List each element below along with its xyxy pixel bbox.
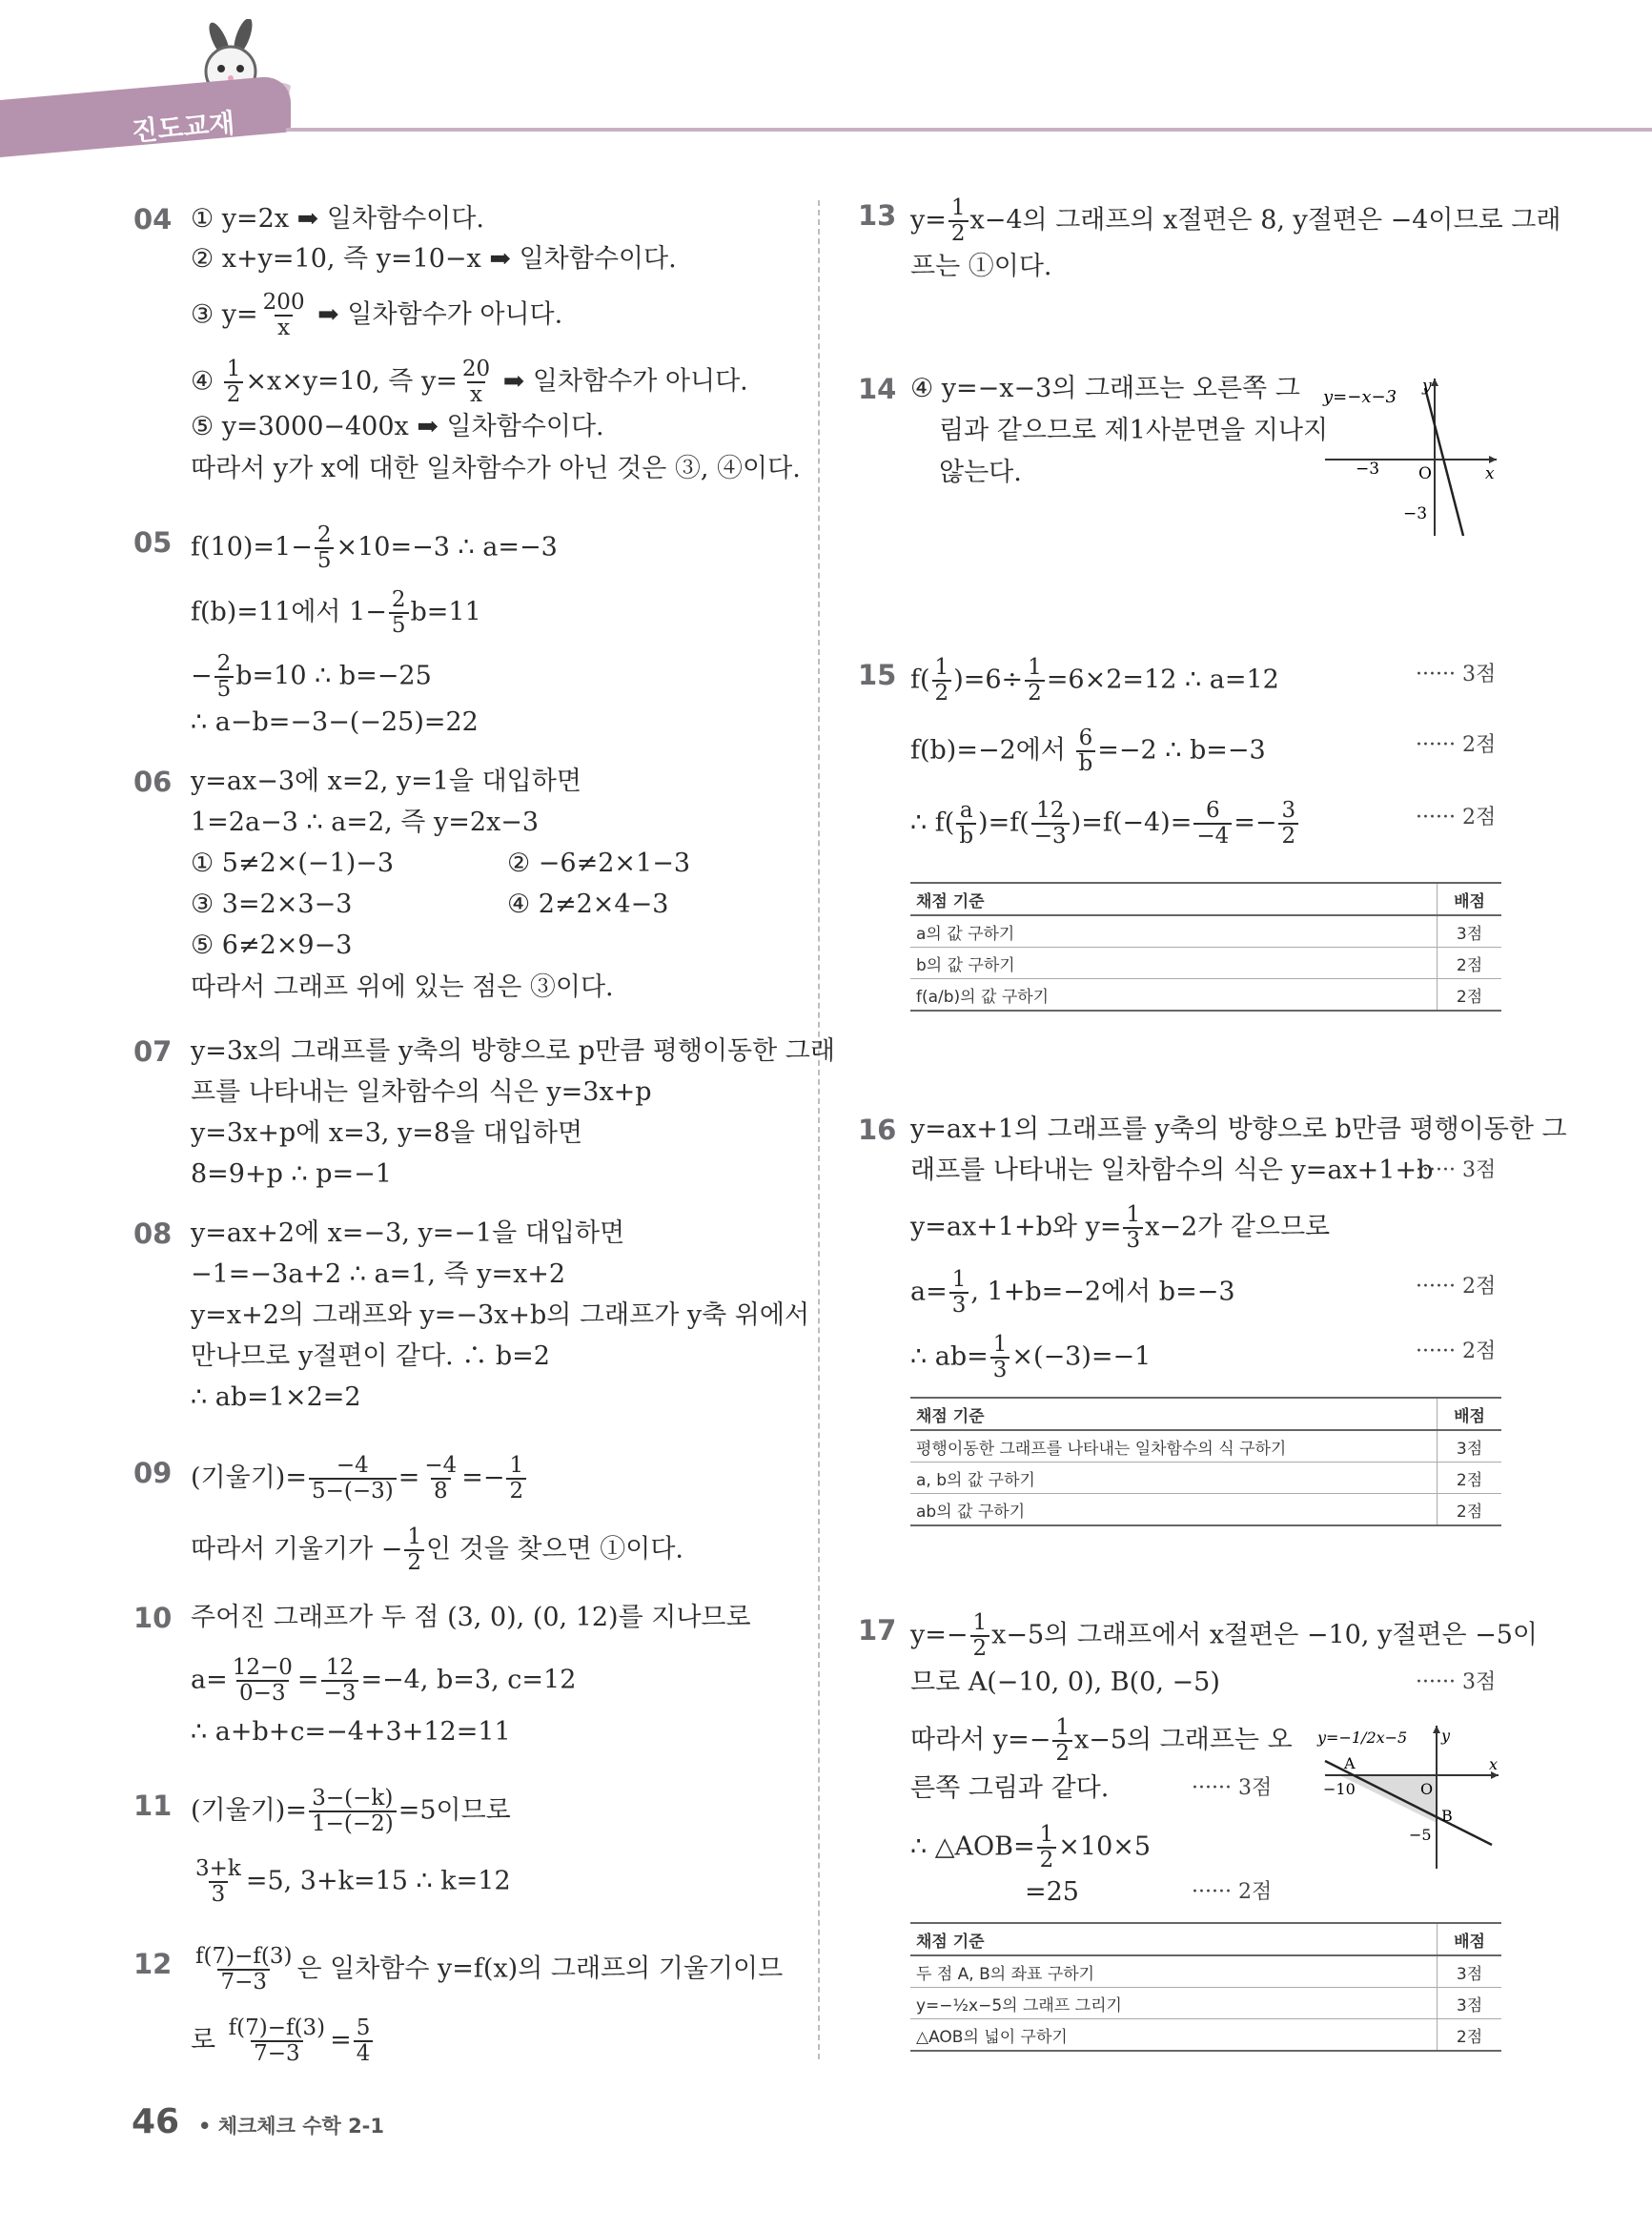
q10-line-1: 주어진 그래프가 두 점 (3, 0), (0, 12)를 지나므로: [191, 1603, 751, 1632]
fraction: $\frac{12}{-3}$: [321, 1656, 359, 1706]
q13-line-1: y= $\frac{1}{2}$ x−4의 그래프의 x절편은 8, y절편은 −4이므로 그래: [910, 195, 1561, 246]
table-row: ab의 값 구하기 2점: [910, 1494, 1501, 1526]
point-b-label: B: [1441, 1807, 1453, 1825]
score-label: ······ 2점: [1416, 1275, 1497, 1299]
fraction: $\frac{3+k}{3}$: [195, 1856, 241, 1907]
question-number: 13: [858, 199, 897, 232]
fraction: $\frac{1}{2}$: [1052, 1716, 1072, 1766]
q12-line-2: 로 $\frac{f(7)-f(3)}{7-3}$ = $\frac{5}{4}$: [191, 2016, 375, 2055]
q06-choice-5: ⑤ 6≠2×9−3: [191, 931, 353, 960]
score-label: ······ 3점: [1416, 1670, 1497, 1694]
table-header-row: [910, 1398, 1501, 1430]
q16-line-5: ∴ ab= $\frac{1}{3}$ ×(−3)=−1: [910, 1332, 1152, 1382]
fraction: $\frac{12-0}{0-3}$: [232, 1655, 293, 1706]
question-number: 17: [858, 1614, 897, 1647]
graph-line: [1425, 388, 1463, 536]
table-header-points: 배점: [1438, 883, 1502, 915]
q08-line-4: 만나므로 y절편이 같다. ∴ b=2: [191, 1341, 550, 1371]
header-divider: [286, 128, 1652, 132]
fraction: $\frac{1}{2}$: [932, 656, 952, 706]
fraction: $\frac{1}{3}$: [949, 1268, 969, 1318]
question-number: 11: [133, 1790, 173, 1822]
q17-line-5: ∴ △AOB= $\frac{1}{2}$ ×10×5: [910, 1822, 1152, 1872]
fraction: $\frac{200}{x}$: [262, 290, 305, 340]
q04-line-3: ③ y= $\frac{200}{x}$ ➡ 일차함수가 아니다.: [191, 290, 563, 340]
fraction: $\frac{2}{5}$: [214, 652, 235, 702]
table-header-row: [910, 1923, 1501, 1955]
q17-line-3: 따라서 y=− $\frac{1}{2}$ x−5의 그래프는 오: [910, 1715, 1293, 1766]
q10-line-2: a= $\frac{12-0}{0-3}$ = $\frac{12}{-3}$ =−4, b=3, c=12: [191, 1655, 577, 1706]
y-axis-label: y: [1422, 377, 1432, 396]
origin-label: O: [1420, 1780, 1434, 1798]
table-row: b의 값 구하기 2점: [910, 948, 1501, 979]
fraction: $\frac{1}{2}$: [1025, 656, 1045, 706]
q06-line-1: y=ax−3에 x=2, y=1을 대입하면: [191, 767, 581, 796]
score-label: ······ 2점: [1416, 806, 1497, 829]
q04-line-5: ⑤ y=3000−400x ➡ 일차함수이다.: [191, 412, 604, 441]
fraction: $\frac{1}{2}$: [970, 1611, 990, 1661]
q11-line-1: (기울기)= $\frac{3-(-k)}{1-(-2)}$ =5이므로: [191, 1786, 511, 1836]
q15-line-2: f(b)=−2에서 $\frac{6}{b}$ =−2 ∴ b=−3: [910, 726, 1266, 776]
score-label: ······ 3점: [1416, 1158, 1497, 1182]
fraction: $\frac{1}{2}$: [404, 1525, 424, 1575]
fraction: $\frac{1}{2}$: [506, 1454, 526, 1504]
q14-line-3: 않는다.: [939, 458, 1022, 487]
fraction: $\frac{1}{3}$: [990, 1333, 1010, 1382]
q04-line-6: 따라서 y가 x에 대한 일차함수가 아닌 것은 ③, ④이다.: [191, 454, 801, 483]
fraction: $\frac{1}{2}$: [224, 358, 244, 407]
table-row: △AOB의 넓이 구하기 2점: [910, 2019, 1501, 2052]
question-number: 05: [133, 526, 173, 559]
q10-line-3: ∴ a+b+c=−4+3+12=11: [191, 1717, 511, 1747]
page-header: [0, 0, 1652, 162]
fraction: $\frac{1}{3}$: [1123, 1203, 1143, 1253]
table-row: f(a/b)의 값 구하기 2점: [910, 979, 1501, 1012]
q05-line-2: f(b)=11에서 1− $\frac{2}{5}$ b=11: [191, 587, 481, 638]
q14-line-2: 림과 같으므로 제1사분면을 지나지: [939, 416, 1329, 445]
score-label: ······ 2점: [1192, 1880, 1273, 1904]
fraction: $\frac{-4}{8}$: [424, 1453, 458, 1504]
score-label: ······ 3점: [1192, 1776, 1273, 1800]
question-number: 06: [133, 766, 173, 798]
question-number: 07: [133, 1035, 173, 1068]
q16-grading-table: [910, 1397, 1501, 1526]
q15-line-1: f( $\frac{1}{2}$ )=6÷ $\frac{1}{2}$ =6×2=12 ∴ a=12: [910, 655, 1279, 706]
q06-choice-3: ③ 3=2×3−3: [191, 890, 353, 919]
q08-line-1: y=ax+2에 x=−3, y=−1을 대입하면: [191, 1218, 625, 1248]
table-header-criteria: 채점 기준: [910, 1398, 1438, 1430]
fraction: $\frac{1}{2}$: [1037, 1823, 1057, 1872]
q17-line-2: 므로 A(−10, 0), B(0, −5): [910, 1667, 1220, 1697]
q16-line-2: 래프를 나타내는 일차함수의 식은 y=ax+1+b: [910, 1156, 1434, 1185]
q11-line-2: $\frac{3+k}{3}$ =5, 3+k=15 ∴ k=12: [191, 1857, 511, 1895]
header-tab-label: 진도교재: [130, 107, 236, 148]
x-axis-arrow: [1489, 456, 1497, 463]
fraction: $\frac{3}{2}$: [1278, 799, 1298, 849]
score-label: ······ 3점: [1416, 663, 1497, 686]
q05-line-4: ∴ a−b=−3−(−25)=22: [191, 707, 479, 737]
q04-line-1: ① y=2x ➡ 일차함수이다.: [191, 204, 484, 234]
q17-line-1: y=− $\frac{1}{2}$ x−5의 그래프에서 x절편은 −10, y절편은 −5이: [910, 1610, 1538, 1661]
y-axis-arrow: [1433, 1726, 1440, 1733]
table-row: 두 점 A, B의 좌표 구하기 3점: [910, 1955, 1501, 1988]
q14-graph: [1315, 374, 1506, 545]
question-number: 15: [858, 659, 897, 691]
origin-label: O: [1418, 464, 1432, 483]
column-divider: [818, 200, 820, 2059]
y-intercept-label: −3: [1403, 504, 1428, 523]
q17-line-4: 른쪽 그림과 같다.: [910, 1773, 1110, 1803]
q08-line-5: ∴ ab=1×2=2: [191, 1382, 361, 1412]
q05-line-1: f(10)=1− $\frac{2}{5}$ ×10=−3 ∴ a=−3: [191, 522, 558, 573]
table-header-criteria: 채점 기준: [910, 883, 1438, 915]
q15-line-3: ∴ f( $\frac{a}{b}$ )=f( $\frac{12}{-3}$ )=f(−4)= $\frac{6}{-4}$ =− $\frac{3}{2}$: [910, 799, 1300, 837]
q14-line-1: ④ y=−x−3의 그래프는 오른쪽 그: [910, 374, 1300, 403]
question-number: 10: [133, 1602, 173, 1634]
table-header-row: [910, 883, 1501, 915]
q08-line-3: y=x+2의 그래프와 y=−3x+b의 그래프가 y축 위에서: [191, 1300, 810, 1330]
point-a-label: A: [1344, 1754, 1356, 1772]
score-label: ······ 2점: [1416, 733, 1497, 757]
q04-line-2: ② x+y=10, 즉 y=10−x ➡ 일차함수이다.: [191, 244, 677, 274]
table-row: a, b의 값 구하기 2점: [910, 1463, 1501, 1494]
question-number: 16: [858, 1114, 897, 1146]
fraction: $\frac{f(7)-f(3)}{7-3}$: [228, 2015, 326, 2066]
x-axis-label: x: [1485, 464, 1495, 483]
x-axis-label: x: [1489, 1755, 1499, 1773]
q16-line-3: y=ax+1+b와 y= $\frac{1}{3}$ x−2가 같으므로: [910, 1202, 1331, 1253]
fraction: $\frac{6}{-4}$: [1193, 799, 1232, 849]
question-number: 08: [133, 1217, 173, 1250]
fraction: $\frac{5}{4}$: [354, 2016, 374, 2066]
q06-choice-2: ② −6≠2×1−3: [507, 849, 690, 878]
q04-line-4: ④ $\frac{1}{2}$ ×x×y=10, 즉 y= $\frac{20}{x}$ ➡ 일차함수가 아니다.: [191, 357, 748, 407]
fraction: $\frac{-4}{5-(-3)}$: [309, 1454, 397, 1504]
table-header-points: 배점: [1438, 1398, 1502, 1430]
q17-line-6: =25: [1025, 1877, 1079, 1907]
score-label: ······ 2점: [1416, 1340, 1497, 1363]
x-intercept-label: −3: [1356, 460, 1380, 479]
y-axis-arrow: [1431, 378, 1438, 386]
q06-line-6: 따라서 그래프 위에 있는 점은 ③이다.: [191, 972, 614, 1002]
q13-line-2: 프는 ①이다.: [910, 252, 1052, 281]
fraction: $\frac{a}{b}$: [956, 799, 976, 849]
fraction: $\frac{6}{b}$: [1076, 726, 1096, 776]
page-number: 46: [132, 2102, 180, 2141]
fraction: $\frac{3-(-k)}{1-(-2)}$: [309, 1787, 397, 1836]
q07-line-1: y=3x의 그래프를 y축의 방향으로 p만큼 평행이동한 그래: [191, 1036, 835, 1066]
book-title: • 체크체크 수학 2-1: [198, 2115, 385, 2138]
q16-line-4: a= $\frac{1}{3}$ , 1+b=−2에서 b=−3: [910, 1267, 1235, 1318]
y-axis-label: y: [1441, 1727, 1451, 1745]
fraction: $\frac{20}{x}$: [461, 357, 491, 407]
question-number: 09: [133, 1457, 173, 1489]
fraction: $\frac{2}{5}$: [315, 523, 335, 573]
table-header-criteria: 채점 기준: [910, 1923, 1438, 1955]
x-intercept-label: −10: [1323, 1780, 1356, 1798]
q15-grading-table: [910, 882, 1501, 1012]
fraction: $\frac{12}{-3}$: [1031, 799, 1070, 849]
q06-choice-4: ④ 2≠2×4−3: [507, 890, 669, 919]
q06-line-2: 1=2a−3 ∴ a=2, 즉 y=2x−3: [191, 808, 540, 837]
table-row: y=−½x−5의 그래프 그리기 3점: [910, 1988, 1501, 2019]
q05-line-3: − $\frac{2}{5}$ b=10 ∴ b=−25: [191, 651, 432, 702]
q07-line-2: 프를 나타내는 일차함수의 식은 y=3x+p: [191, 1077, 652, 1107]
q06-choice-1: ① 5≠2×(−1)−3: [191, 849, 395, 878]
q16-line-1: y=ax+1의 그래프를 y축의 방향으로 b만큼 평행이동한 그: [910, 1115, 1567, 1144]
fraction: $\frac{2}{5}$: [389, 588, 409, 638]
question-number: 14: [858, 373, 897, 405]
fraction: $\frac{1}{2}$: [948, 196, 969, 246]
table-header-points: 배점: [1438, 1923, 1502, 1955]
q12-line-1: $\frac{f(7)-f(3)}{7-3}$ 은 일차함수 y=f(x)의 그래프의 기울기이므: [191, 1945, 783, 1983]
question-number: 12: [133, 1948, 173, 1980]
q17-grading-table: [910, 1922, 1501, 2052]
graph-equation-label: y=−1/2x−5: [1317, 1729, 1408, 1747]
y-intercept-label: −5: [1409, 1826, 1432, 1844]
q17-graph: [1315, 1716, 1506, 1873]
question-number: 04: [133, 203, 173, 235]
q09-line-1: (기울기)= $\frac{-4}{5-(-3)}$ = $\frac{-4}{8}$ =− $\frac{1}{2}$: [191, 1454, 528, 1492]
graph-equation-label: y=−x−3: [1323, 387, 1397, 407]
q07-line-4: 8=9+p ∴ p=−1: [191, 1159, 392, 1189]
q09-line-2: 따라서 기울기가 − $\frac{1}{2}$ 인 것을 찾으면 ①이다.: [191, 1524, 684, 1575]
q07-line-3: y=3x+p에 x=3, y=8을 대입하면: [191, 1118, 583, 1148]
fraction: $\frac{f(7)-f(3)}{7-3}$: [195, 1944, 293, 1995]
q08-line-2: −1=−3a+2 ∴ a=1, 즉 y=x+2: [191, 1259, 566, 1289]
table-row: a의 값 구하기 3점: [910, 915, 1501, 948]
table-row: 평행이동한 그래프를 나타내는 일차함수의 식 구하기 3점: [910, 1430, 1501, 1463]
